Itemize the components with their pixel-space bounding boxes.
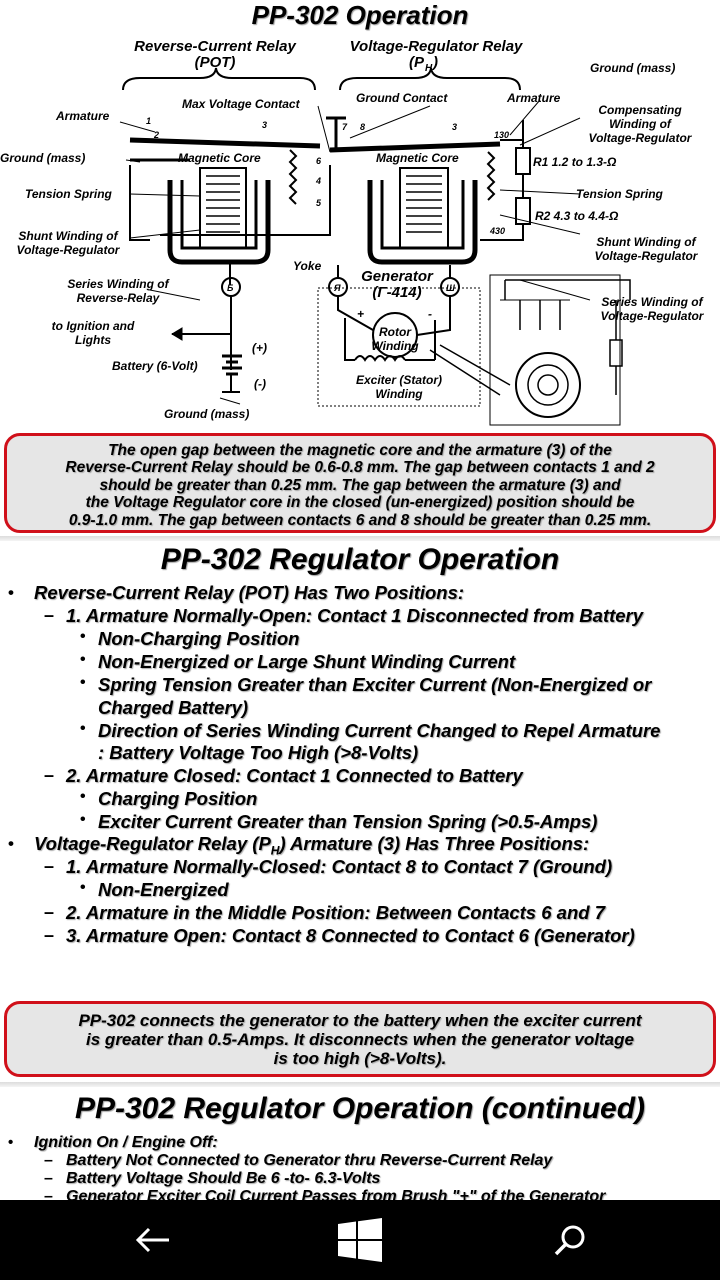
label-series-right-1: Series Winding of	[601, 295, 703, 309]
bullet-l2: –	[44, 765, 55, 785]
bullet-l2: –	[44, 605, 55, 625]
num-130: 130	[494, 130, 510, 140]
list-item: 1. Armature Normally-Open: Contact 1 Disconnected from Battery	[66, 605, 644, 626]
list-item: Non-Energized	[98, 879, 229, 900]
bullet-l3: •	[80, 811, 86, 828]
label-battery: Battery (6-Volt)	[112, 359, 198, 373]
callout1-line: the Voltage Regulator core in the closed (un-energized) position should be	[85, 494, 635, 512]
label-comp-3: Voltage-Regulator	[588, 131, 692, 145]
bullet-l3: •	[80, 628, 86, 645]
bullet-l3: •	[80, 879, 86, 896]
label-magnetic-core-left: Magnetic Core	[178, 151, 261, 165]
label-pot: (POT)	[194, 54, 236, 71]
list-item: Reverse-Current Relay (POT) Has Two Positions:	[34, 582, 465, 603]
bullet-l1: •	[8, 834, 14, 853]
callout1-line: should be greater than 0.25 mm. The gap between the armature (3) and	[99, 476, 621, 494]
list-item: Direction of Series Winding Current Changed to Repel Armature	[98, 720, 661, 741]
label-series-left-2: Reverse-Relay	[76, 291, 160, 305]
label-voltage-relay: Voltage-Regulator Relay	[349, 38, 523, 55]
label-ground-mass-left: Ground (mass)	[0, 151, 86, 165]
navigation-bar	[0, 1200, 720, 1280]
label-ground-mass-bottom: Ground (mass)	[164, 407, 250, 421]
num-5: 5	[316, 198, 322, 208]
list-item: 2. Armature in the Middle Position: Between Contacts 6 and 7	[66, 902, 605, 923]
callout1-line: The open gap between the magnetic core and the armature (3) of the	[108, 442, 612, 459]
label-comp-1: Compensating	[598, 103, 682, 117]
list-item: Non-Charging Position	[98, 628, 300, 649]
list-item: Charging Position	[98, 788, 258, 809]
bullet-l3: •	[80, 674, 86, 691]
label-max-voltage-contact: Max Voltage Contact	[182, 97, 300, 111]
callout2-line: is greater than 0.5-Amps. It disconnects when the generator voltage	[86, 1030, 634, 1049]
bullet-l2: –	[44, 925, 55, 945]
callout2-line: PP-302 connects the generator to the battery when the exciter current	[78, 1011, 642, 1030]
section-divider	[0, 1082, 720, 1087]
label-r1: R1 1.2 to 1.3-Ω	[533, 155, 617, 169]
num-6: 6	[316, 156, 322, 166]
label-series-left-1: Series Winding of	[67, 277, 169, 291]
list-item: Exciter Current Greater than Tension Spring (>0.5-Amps)	[98, 811, 598, 832]
label-ph-sub: H	[425, 63, 433, 74]
label-shunt-left-2: Voltage-Regulator	[16, 243, 120, 257]
section3-title: PP-302 Regulator Operation (continued)	[74, 1092, 646, 1125]
num-1: 1	[146, 116, 152, 126]
section2-title: PP-302 Regulator Operation	[160, 543, 560, 576]
label-ground-contact: Ground Contact	[356, 91, 448, 105]
label-armature-left: Armature	[56, 109, 110, 123]
label-armature-right: Armature	[507, 91, 561, 105]
label-tension-spring-right: Tension Spring	[576, 187, 663, 201]
callout1-line: 0.9-1.0 mm. The gap between contacts 6 and 8 should be greater than 0.25 mm.	[68, 511, 652, 529]
label-generator: Generator	[361, 268, 433, 285]
list-item-continued: : Battery Voltage Too High (>8-Volts)	[98, 742, 419, 763]
bullet-l1: •	[8, 583, 14, 602]
list-item: Generator Exciter Coil Current Passes from Brush "+" of the Generator	[66, 1188, 606, 1200]
label-rotor-1: Rotor	[379, 325, 411, 339]
num-4: 4	[316, 176, 322, 186]
list-item: Ignition On / Engine Off:	[34, 1134, 218, 1151]
bullet-l1: •	[8, 1134, 14, 1151]
label-comp-2: Winding of	[609, 117, 671, 131]
term-sh: Ш	[446, 283, 455, 293]
label-shunt-left-1: Shunt Winding of	[18, 229, 118, 243]
list-item-subscript: H	[270, 843, 280, 858]
callout1-line: Reverse-Current Relay should be 0.6-0.8 mm. The gap between contacts 1 and 2	[65, 459, 655, 477]
back-button[interactable]	[93, 1200, 213, 1280]
bullet-l3: •	[80, 651, 86, 668]
label-yoke: Yoke	[293, 259, 322, 273]
term-minus: -	[428, 307, 432, 321]
label-rotor-2: Winding	[371, 339, 419, 353]
num-8: 8	[360, 122, 366, 132]
bullet-l3: •	[80, 720, 86, 737]
list-item: Non-Energized or Large Shunt Winding Current	[98, 651, 516, 672]
label-ground-mass-top: Ground (mass)	[590, 61, 676, 75]
label-exciter-1: Exciter (Stator)	[355, 373, 443, 387]
bullet-l3: •	[80, 788, 86, 805]
back-arrow-icon	[135, 1226, 171, 1254]
term-plus: +	[357, 307, 365, 321]
label-shunt-right-1: Shunt Winding of	[596, 235, 696, 249]
num-430: 430	[490, 226, 506, 236]
search-icon	[553, 1223, 587, 1257]
label-series-right-2: Voltage-Regulator	[600, 309, 704, 323]
label-ph: (P	[409, 54, 424, 71]
list-item: 1. Armature Normally-Closed: Contact 8 to Contact 7 (Ground)	[66, 856, 613, 877]
label-minus: (-)	[254, 377, 266, 391]
bullet-l2: –	[44, 902, 55, 922]
label-r2: R2 4.3 to 4.4-Ω	[535, 209, 619, 223]
num-3a: 3	[262, 120, 268, 130]
list-item-part: ) Armature (3) Has Three Positions:	[279, 833, 590, 854]
label-ignition-2: Lights	[75, 333, 111, 347]
num-3b: 3	[452, 122, 458, 132]
list-item-continued: Charged Battery)	[98, 697, 249, 718]
wiring-diagram	[0, 28, 720, 430]
search-button[interactable]	[510, 1200, 630, 1280]
term-a: Я	[334, 283, 341, 293]
label-generator-model: (Г-414)	[372, 284, 422, 301]
section-divider	[0, 536, 720, 541]
term-b: Б	[227, 283, 234, 293]
bullet-l2: –	[44, 1188, 53, 1200]
label-plus: (+)	[252, 341, 267, 355]
label-reverse-relay: Reverse-Current Relay	[134, 38, 296, 55]
list-item: 3. Armature Open: Contact 8 Connected to Contact 6 (Generator)	[66, 925, 635, 946]
label-tension-spring-left: Tension Spring	[25, 187, 112, 201]
label-magnetic-core-right: Magnetic Core	[376, 151, 459, 165]
start-button[interactable]	[300, 1200, 420, 1280]
list-item-part: Voltage-Regulator Relay (P	[34, 833, 271, 854]
list-item	[34, 833, 589, 858]
gap-spec-callout	[4, 433, 716, 533]
bullet-l2: –	[44, 1152, 53, 1169]
bullet-l2: –	[44, 856, 55, 876]
callout2-line: is too high (>8-Volts).	[273, 1049, 447, 1068]
windows-start-icon	[338, 1218, 382, 1262]
label-exciter-2: Winding	[375, 387, 423, 401]
num-2: 2	[154, 130, 160, 140]
bullet-l2: –	[44, 1170, 53, 1187]
list-item: 2. Armature Closed: Contact 1 Connected to Battery	[66, 765, 523, 786]
label-shunt-right-2: Voltage-Regulator	[594, 249, 698, 263]
section1-title: PP-302 Operation	[251, 0, 469, 30]
label-ph-close: )	[433, 54, 438, 71]
label-ignition-1: to Ignition and	[51, 319, 135, 333]
list-item: Battery Voltage Should Be 6 -to- 6.3-Volts	[66, 1170, 381, 1187]
list-item: Battery Not Connected to Generator thru Reverse-Current Relay	[66, 1152, 553, 1169]
num-7: 7	[342, 122, 348, 132]
list-item: Spring Tension Greater than Exciter Current (Non-Energized or	[98, 674, 652, 695]
summary-callout	[4, 1001, 716, 1077]
